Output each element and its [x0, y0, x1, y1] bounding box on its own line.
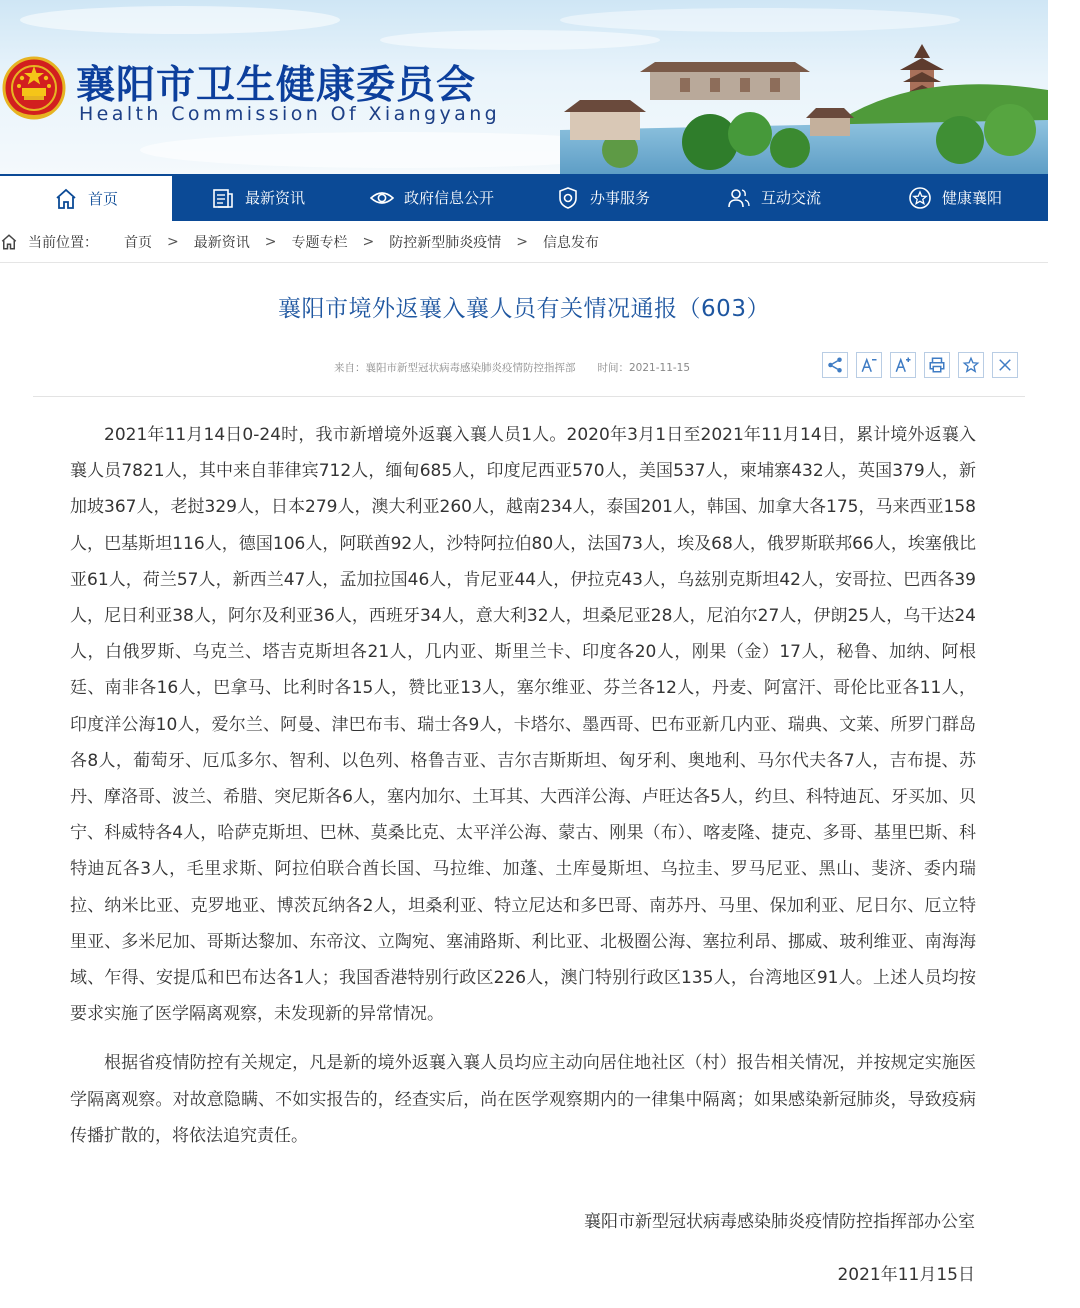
- nav-news-label: 最新资讯: [244, 189, 305, 207]
- article-date: 2021年11月15日: [837, 1265, 975, 1285]
- print-icon: [928, 356, 946, 374]
- breadcrumb-release[interactable]: 信息发布: [542, 234, 599, 251]
- breadcrumb-topics[interactable]: 专题专栏: [291, 234, 348, 251]
- site-subtitle: Health Commission Of Xiangyang: [79, 103, 501, 125]
- nav-health-label: 健康襄阳: [941, 189, 1002, 207]
- main-nav: [0, 174, 1048, 221]
- national-emblem-icon: [2, 56, 66, 122]
- favorite-icon: [962, 356, 980, 374]
- time-label: 时间：: [597, 362, 629, 374]
- share-icon: [826, 356, 844, 374]
- close-button[interactable]: [992, 352, 1018, 378]
- breadcrumb-home[interactable]: 首页: [124, 234, 152, 251]
- header-banner: [0, 0, 1048, 174]
- article-content: [70, 417, 976, 1154]
- nav-gov-info[interactable]: [344, 174, 520, 221]
- breadcrumb: [0, 221, 1048, 263]
- font-decrease-button[interactable]: [856, 352, 882, 378]
- home-icon: [0, 233, 18, 251]
- breadcrumb-separator: >: [516, 233, 528, 250]
- star-circle-icon: [908, 186, 932, 210]
- article-tools: [822, 352, 1018, 378]
- article-paragraph: 根据省疫情防控有关规定，凡是新的境外返襄入襄人员均应主动向居住地社区（村）报告相关情况，并按规定实施医学隔离观察。对故意隐瞒、不如实报告的，经查实后，尚在医学观察期内的一律集中隔离；如果感染新冠肺炎，导致疫病传播扩散的，将依法追究责任。: [70, 1053, 976, 1146]
- font-increase-icon: [894, 356, 912, 374]
- breadcrumb-label: 当前位置：: [28, 234, 98, 251]
- news-icon: [211, 186, 235, 210]
- nav-health[interactable]: [862, 174, 1048, 221]
- breadcrumb-epidemic[interactable]: 防控新型肺炎疫情: [389, 234, 502, 251]
- nav-interact-label: 互动交流: [760, 189, 821, 207]
- users-icon: [727, 186, 751, 210]
- breadcrumb-news[interactable]: 最新资讯: [193, 234, 250, 251]
- breadcrumb-separator: >: [264, 233, 277, 250]
- font-decrease-icon: [860, 356, 878, 374]
- article-title: 襄阳市境外返襄入襄人员有关情况通报（603）: [278, 296, 770, 322]
- breadcrumb-separator: >: [167, 233, 179, 250]
- home-icon: [54, 187, 78, 211]
- article-meta: [334, 360, 690, 375]
- source-value: 襄阳市新型冠状病毒感染肺炎疫情防控指挥部: [365, 362, 576, 374]
- site-title: 襄阳市卫生健康委员会: [76, 63, 477, 108]
- article-signature: 襄阳市新型冠状病毒感染肺炎疫情防控指挥部办公室: [584, 1212, 975, 1232]
- time-value: 2021-11-15: [629, 362, 691, 374]
- favorite-button[interactable]: [958, 352, 984, 378]
- eye-icon: [370, 186, 394, 210]
- print-button[interactable]: [924, 352, 950, 378]
- nav-interact[interactable]: [686, 174, 862, 221]
- nav-service-label: 办事服务: [589, 189, 650, 207]
- nav-home-label: 首页: [87, 190, 118, 208]
- nav-news[interactable]: [172, 174, 344, 221]
- font-increase-button[interactable]: [890, 352, 916, 378]
- share-button[interactable]: [822, 352, 848, 378]
- breadcrumb-separator: >: [362, 233, 375, 250]
- nav-service[interactable]: [520, 174, 686, 221]
- close-icon: [996, 356, 1014, 374]
- nav-gov-label: 政府信息公开: [403, 189, 494, 207]
- city-scenery-image: [560, 30, 1048, 174]
- shield-icon: [556, 186, 580, 210]
- source-label: 来自：: [334, 362, 366, 374]
- nav-home[interactable]: [0, 174, 172, 221]
- article-paragraph: 2021年11月14日0-24时，我市新增境外返襄入襄人员1人。2020年3月1日至2021年11月14日，累计境外返襄入襄人员7821人，其中来自菲律宾712人，缅甸685人，印度尼西亚570人，美国537人，柬埔寨432人，英国379人，新加坡367人，老挝329人，日本279人，澳大利亚260人，越南234人，泰国201人，韩国、加拿大各175，马来西亚158人，巴基斯坦116人，德国106人，阿联酋92人，沙特阿拉伯80人，法国73人，埃及68人，俄罗斯联邦66人，埃塞俄比亚61人，荷兰57人，新西兰47人，孟加拉国46人，肯尼亚44人，伊拉克43人，乌兹别克斯坦42人，安哥拉、巴西各39人，尼日利亚38人，阿尔及利亚36人，西班牙34人，意大利32人，坦桑尼亚28人，尼泊尔27人，伊朗25人，乌干达24人，白俄罗斯、乌克兰、塔吉克斯坦各21人，几内亚、斯里兰卡、印度各20人，刚果（金）17人，秘鲁、加纳、阿根廷、南非各16人，巴拿马、比利时各15人，赞比亚13人，塞尔维亚、芬兰各12人，丹麦、阿富汗、哥伦比亚各11人，印度洋公海10人，爱尔兰、阿曼、津巴布韦、瑞士各9人，卡塔尔、墨西哥、巴布亚新几内亚、瑞典、文莱、所罗门群岛各8人，葡萄牙、厄瓜多尔、智利、以色列、格鲁吉亚、吉尔吉斯斯坦、匈牙利、奥地利、马尔代夫各7人，吉布提、苏丹、摩洛哥、波兰、希腊、突尼斯各6人，塞内加尔、土耳其、大西洋公海、卢旺达各5人，约旦、科特迪瓦、牙买加、贝宁、科威特各4人，哈萨克斯坦、巴林、莫桑比克、太平洋公海、蒙古、刚果（布）、喀麦隆、捷克、多哥、基里巴斯、科特迪瓦各3人，毛里求斯、阿拉伯联合酋长国、马拉维、加蓬、土库曼斯坦、乌拉圭、罗马尼亚、黑山、斐济、委内瑞拉、纳米比亚、克罗地亚、博茨瓦纳各2人，坦桑利亚、特立尼达和多巴哥、南苏丹、马里、保加利亚、尼日尔、厄立特里亚、多米尼加、哥斯达黎加、东帝汶、立陶宛、塞浦路斯、利比亚、北极圈公海、塞拉利昂、挪威、玻利维亚、南海海域、乍得、安提瓜和巴布达各1人；我国香港特别行政区226人，澳门特别行政区135人，台湾地区91人。上述人员均按要求实施了医学隔离观察，未发现新的异常情况。: [70, 425, 976, 1025]
- title-divider: [33, 396, 1025, 397]
